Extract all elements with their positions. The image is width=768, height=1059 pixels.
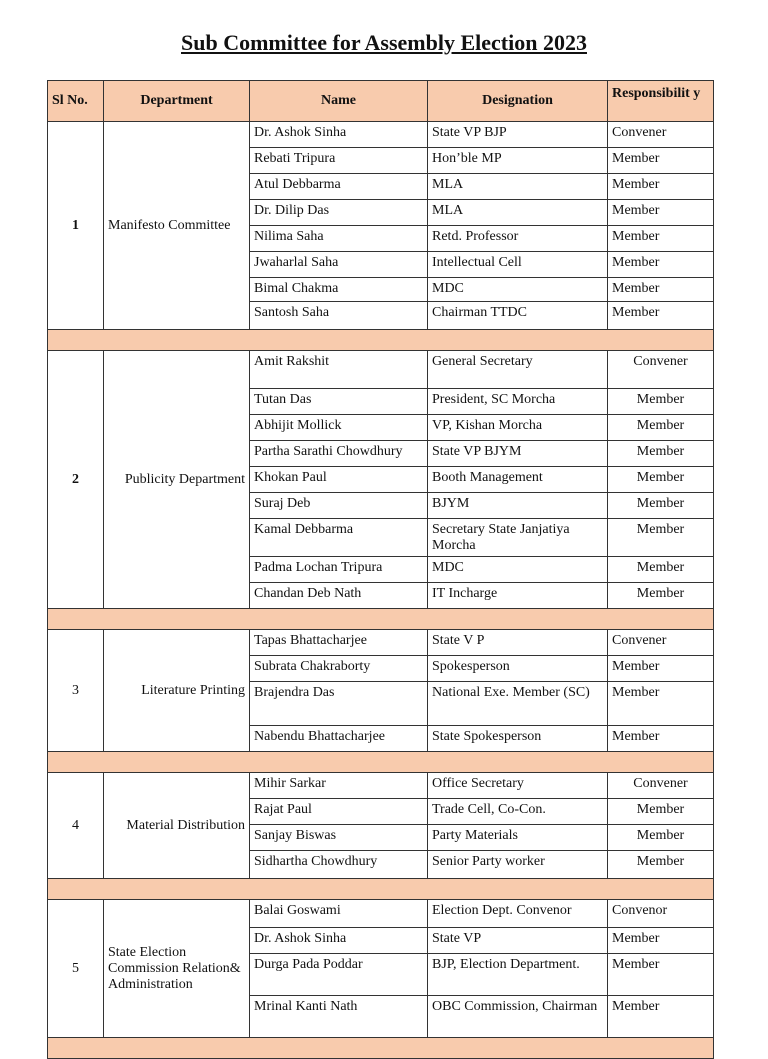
name-cell: Dr. Dilip Das — [250, 200, 428, 226]
department-cell: State Election Commission Relation& Administration — [104, 900, 250, 1038]
responsibility-cell: Member — [608, 682, 714, 726]
table-row — [48, 900, 714, 928]
designation-cell: IT Incharge — [428, 583, 608, 609]
responsibility-cell: Convener — [608, 122, 714, 148]
responsibility-cell: Member — [608, 278, 714, 302]
header-sl-no: Sl No. — [48, 81, 104, 122]
table-row — [48, 630, 714, 656]
name-cell: Chandan Deb Nath — [250, 583, 428, 609]
designation-cell: OBC Commission, Chairman — [428, 996, 608, 1038]
name-cell: Dr. Ashok Sinha — [250, 928, 428, 954]
designation-cell: State VP — [428, 928, 608, 954]
table-row — [48, 351, 714, 389]
serial-number-cell: 2 — [48, 351, 104, 609]
responsibility-cell: Member — [608, 557, 714, 583]
responsibility-cell: Convener — [608, 351, 714, 389]
designation-cell: Election Dept. Convenor — [428, 900, 608, 928]
name-cell: Mrinal Kanti Nath — [250, 996, 428, 1038]
department-cell: Manifesto Committee — [104, 122, 250, 330]
document-title: Sub Committee for Assembly Election 2023 — [181, 30, 587, 55]
name-cell: Subrata Chakraborty — [250, 656, 428, 682]
designation-cell: BJP, Election Department. — [428, 954, 608, 996]
responsibility-cell: Member — [608, 226, 714, 252]
designation-cell: Hon’ble MP — [428, 148, 608, 174]
table-body — [48, 122, 714, 1059]
name-cell: Santosh Saha — [250, 302, 428, 330]
name-cell: Amit Rakshit — [250, 351, 428, 389]
responsibility-cell: Member — [608, 583, 714, 609]
responsibility-cell: Member — [608, 656, 714, 682]
header-name: Name — [250, 81, 428, 122]
section-separator-cell — [48, 879, 714, 900]
designation-cell: Trade Cell, Co-Con. — [428, 799, 608, 825]
name-cell: Rajat Paul — [250, 799, 428, 825]
name-cell: Rebati Tripura — [250, 148, 428, 174]
name-cell: Tutan Das — [250, 389, 428, 415]
responsibility-cell: Member — [608, 493, 714, 519]
designation-cell: MDC — [428, 557, 608, 583]
designation-cell: State Spokesperson — [428, 726, 608, 752]
responsibility-cell: Member — [608, 148, 714, 174]
section-separator-row — [48, 752, 714, 773]
responsibility-cell: Member — [608, 726, 714, 752]
name-cell: Durga Pada Poddar — [250, 954, 428, 996]
table-header-row — [48, 81, 714, 122]
department-cell: Publicity Department — [104, 351, 250, 609]
name-cell: Bimal Chakma — [250, 278, 428, 302]
serial-number-cell: 3 — [48, 630, 104, 752]
name-cell: Dr. Ashok Sinha — [250, 122, 428, 148]
name-cell: Tapas Bhattacharjee — [250, 630, 428, 656]
header-designation: Designation — [428, 81, 608, 122]
department-cell: Literature Printing — [104, 630, 250, 752]
department-cell: Material Distribution — [104, 773, 250, 879]
designation-cell: Party Materials — [428, 825, 608, 851]
name-cell: Nabendu Bhattacharjee — [250, 726, 428, 752]
responsibility-cell: Member — [608, 467, 714, 493]
responsibility-cell: Member — [608, 252, 714, 278]
responsibility-cell: Convener — [608, 773, 714, 799]
designation-cell: BJYM — [428, 493, 608, 519]
name-cell: Kamal Debbarma — [250, 519, 428, 557]
responsibility-cell: Member — [608, 441, 714, 467]
name-cell: Suraj Deb — [250, 493, 428, 519]
responsibility-cell: Member — [608, 519, 714, 557]
designation-cell: MLA — [428, 174, 608, 200]
responsibility-cell: Member — [608, 302, 714, 330]
section-separator-row — [48, 609, 714, 630]
header-responsibility: Responsibilit y — [608, 81, 714, 122]
designation-cell: Chairman TTDC — [428, 302, 608, 330]
responsibility-cell: Member — [608, 928, 714, 954]
name-cell: Sidhartha Chowdhury — [250, 851, 428, 879]
responsibility-cell: Member — [608, 200, 714, 226]
section-separator-cell — [48, 1038, 714, 1059]
responsibility-cell: Member — [608, 799, 714, 825]
responsibility-cell: Convener — [608, 630, 714, 656]
name-cell: Partha Sarathi Chowdhury — [250, 441, 428, 467]
designation-cell: Office Secretary — [428, 773, 608, 799]
name-cell: Sanjay Biswas — [250, 825, 428, 851]
section-separator-row — [48, 879, 714, 900]
name-cell: Padma Lochan Tripura — [250, 557, 428, 583]
name-cell: Abhijit Mollick — [250, 415, 428, 441]
section-separator-cell — [48, 609, 714, 630]
responsibility-cell: Member — [608, 851, 714, 879]
header-department: Department — [104, 81, 250, 122]
designation-cell: Secretary State Janjatiya Morcha — [428, 519, 608, 557]
responsibility-cell: Member — [608, 389, 714, 415]
name-cell: Balai Goswami — [250, 900, 428, 928]
responsibility-cell: Member — [608, 174, 714, 200]
name-cell: Jwaharlal Saha — [250, 252, 428, 278]
designation-cell: National Exe. Member (SC) — [428, 682, 608, 726]
section-separator-row — [48, 330, 714, 351]
table-row — [48, 122, 714, 148]
designation-cell: MDC — [428, 278, 608, 302]
designation-cell: State V P — [428, 630, 608, 656]
responsibility-cell: Member — [608, 996, 714, 1038]
designation-cell: Spokesperson — [428, 656, 608, 682]
designation-cell: MLA — [428, 200, 608, 226]
committee-table — [47, 80, 714, 1059]
responsibility-cell: Convenor — [608, 900, 714, 928]
section-separator-cell — [48, 752, 714, 773]
section-separator-row — [48, 1038, 714, 1059]
responsibility-cell: Member — [608, 954, 714, 996]
designation-cell: Retd. Professor — [428, 226, 608, 252]
responsibility-cell: Member — [608, 825, 714, 851]
designation-cell: VP, Kishan Morcha — [428, 415, 608, 441]
responsibility-cell: Member — [608, 415, 714, 441]
designation-cell: President, SC Morcha — [428, 389, 608, 415]
name-cell: Khokan Paul — [250, 467, 428, 493]
designation-cell: General Secretary — [428, 351, 608, 389]
name-cell: Atul Debbarma — [250, 174, 428, 200]
name-cell: Nilima Saha — [250, 226, 428, 252]
designation-cell: State VP BJYM — [428, 441, 608, 467]
table-row — [48, 773, 714, 799]
designation-cell: Senior Party worker — [428, 851, 608, 879]
name-cell: Brajendra Das — [250, 682, 428, 726]
serial-number-cell: 1 — [48, 122, 104, 330]
serial-number-cell: 5 — [48, 900, 104, 1038]
section-separator-cell — [48, 330, 714, 351]
serial-number-cell: 4 — [48, 773, 104, 879]
designation-cell: State VP BJP — [428, 122, 608, 148]
designation-cell: Intellectual Cell — [428, 252, 608, 278]
name-cell: Mihir Sarkar — [250, 773, 428, 799]
designation-cell: Booth Management — [428, 467, 608, 493]
